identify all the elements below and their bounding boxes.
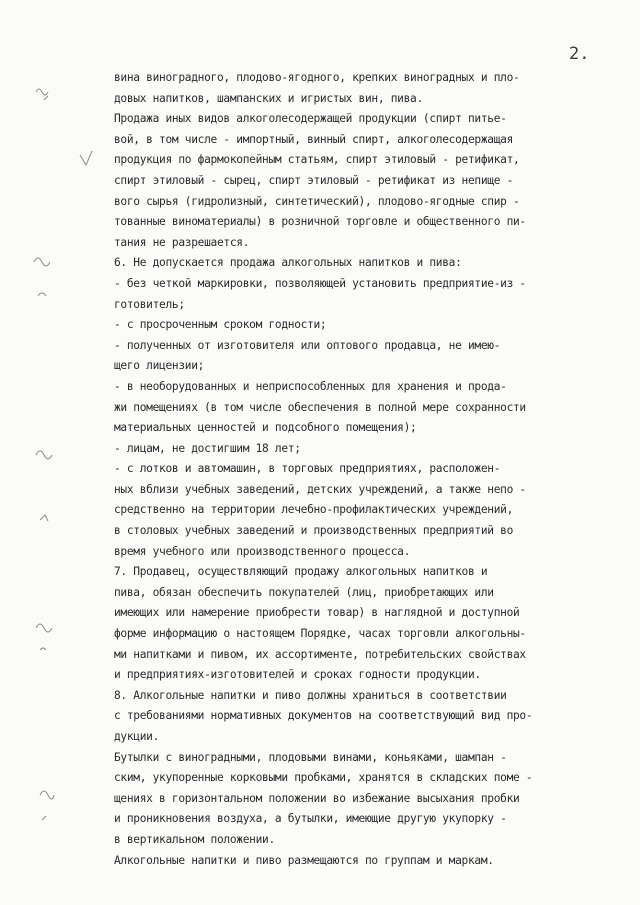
text-line: вина виноградного, плодово-ягодного, крепких виноградных и пло-: [114, 71, 520, 84]
text-line: Продажа иных видов алкоголесодержащей продукции (спирт питье-: [114, 112, 507, 126]
text-line: щениях в горизонтальном положении во избежание высыхания пробки: [114, 791, 520, 805]
text-line: 6. Не допускается продажа алкогольных напитков и пива:: [114, 256, 462, 270]
text-line: щего лицензии;: [114, 359, 205, 373]
margin-scribble-4: [36, 624, 52, 650]
text-line: и предприятиях-изготовителей и сроках годности продукции.: [114, 668, 481, 682]
page-number: 2.: [569, 44, 590, 64]
text-line: - лицам, не достигшим 18 лет;: [114, 441, 301, 455]
text-line: - полученных от изготовителя или оптового продавца, не имею-: [114, 338, 501, 352]
text-line: готовитель;: [114, 297, 185, 311]
text-line: ных вблизи учебных заведений, детских учреждений, а также непо -: [114, 482, 526, 496]
document-text: [114, 68, 614, 871]
text-line: - без четкой маркировки, позволяющей установить предприятие-из -: [114, 276, 526, 290]
text-line: тованные виноматериалы) в розничной торговле и общественного пи-: [114, 215, 526, 229]
text-line: дукции.: [114, 730, 160, 743]
margin-scribble-2: [34, 258, 50, 296]
text-line: - с лотков и автомашин, в торговых предприятиях, расположен-: [114, 462, 501, 476]
text-line: - с просроченным сроком годности;: [114, 318, 327, 332]
text-line: ми напитками и пивом, их ассортименте, потребительских свойствах: [114, 647, 526, 661]
text-line: тания не разрешается.: [114, 235, 250, 249]
text-line: вого сырья (гидролизный, синтетический), плодово-ягодные спир -: [114, 194, 520, 208]
text-line: 8. Алкогольные напитки и пиво должны храниться в соответствии: [114, 688, 507, 702]
text-line: вой, в том числе - импортный, винный спирт, алкоголесодержащая: [114, 132, 513, 146]
check-mark: [80, 151, 92, 165]
text-line: с требованиями нормативных документов на соответствующий вид про-: [114, 709, 533, 723]
margin-scribble-3: [36, 451, 52, 521]
text-line: жи помещениях (в том числе обеспечения в полной мере сохранности: [114, 400, 526, 414]
text-line: продукция по фармокопейным статьям, спирт этиловый - ретификат,: [114, 153, 520, 167]
text-line: время учебного или производственного процесса.: [114, 544, 411, 558]
text-line: - в необорудованных и неприспособленных для хранения и прода-: [114, 379, 507, 393]
margin-scribble-1: [36, 89, 48, 100]
text-line: спирт этиловый - сырец, спирт этиловый - ретификат из непище -: [114, 173, 513, 187]
text-line: 7. Продавец, осуществляющий продажу алкогольных напитков и: [114, 565, 488, 579]
text-line: и проникновения воздуха, а бутылки, имеющие другую укупорку -: [114, 812, 507, 826]
text-line: довых напитков, шампанских и игристых вин, пива.: [114, 91, 423, 105]
text-line: средственно на территории лечебно-профилактических учреждений,: [114, 503, 513, 517]
text-line: ским, укупоренные корковыми пробками, хранятся в складских поме -: [114, 771, 533, 785]
text-line: имеющих или намерение приобрести товар) в наглядной и доступной: [114, 606, 520, 620]
text-line: в вертикальном положении.: [114, 832, 275, 846]
text-line: пива, обязан обеспечить покупателей (лиц, приобретающих или: [114, 585, 494, 599]
text-line: Бутылки с виноградными, плодовыми винами, коньяками, шампан -: [114, 750, 507, 764]
margin-scribble-5: [40, 791, 54, 820]
text-line: форме информацию о настоящем Порядке, часах торговли алкогольны-: [114, 627, 526, 641]
text-line: в столовых учебных заведений и производственных предприятий во: [114, 524, 513, 538]
text-line: материальных ценностей и подсобного помещения);: [114, 421, 417, 435]
text-line: Алкогольные напитки и пиво размещаются по группам и маркам.: [114, 853, 494, 867]
